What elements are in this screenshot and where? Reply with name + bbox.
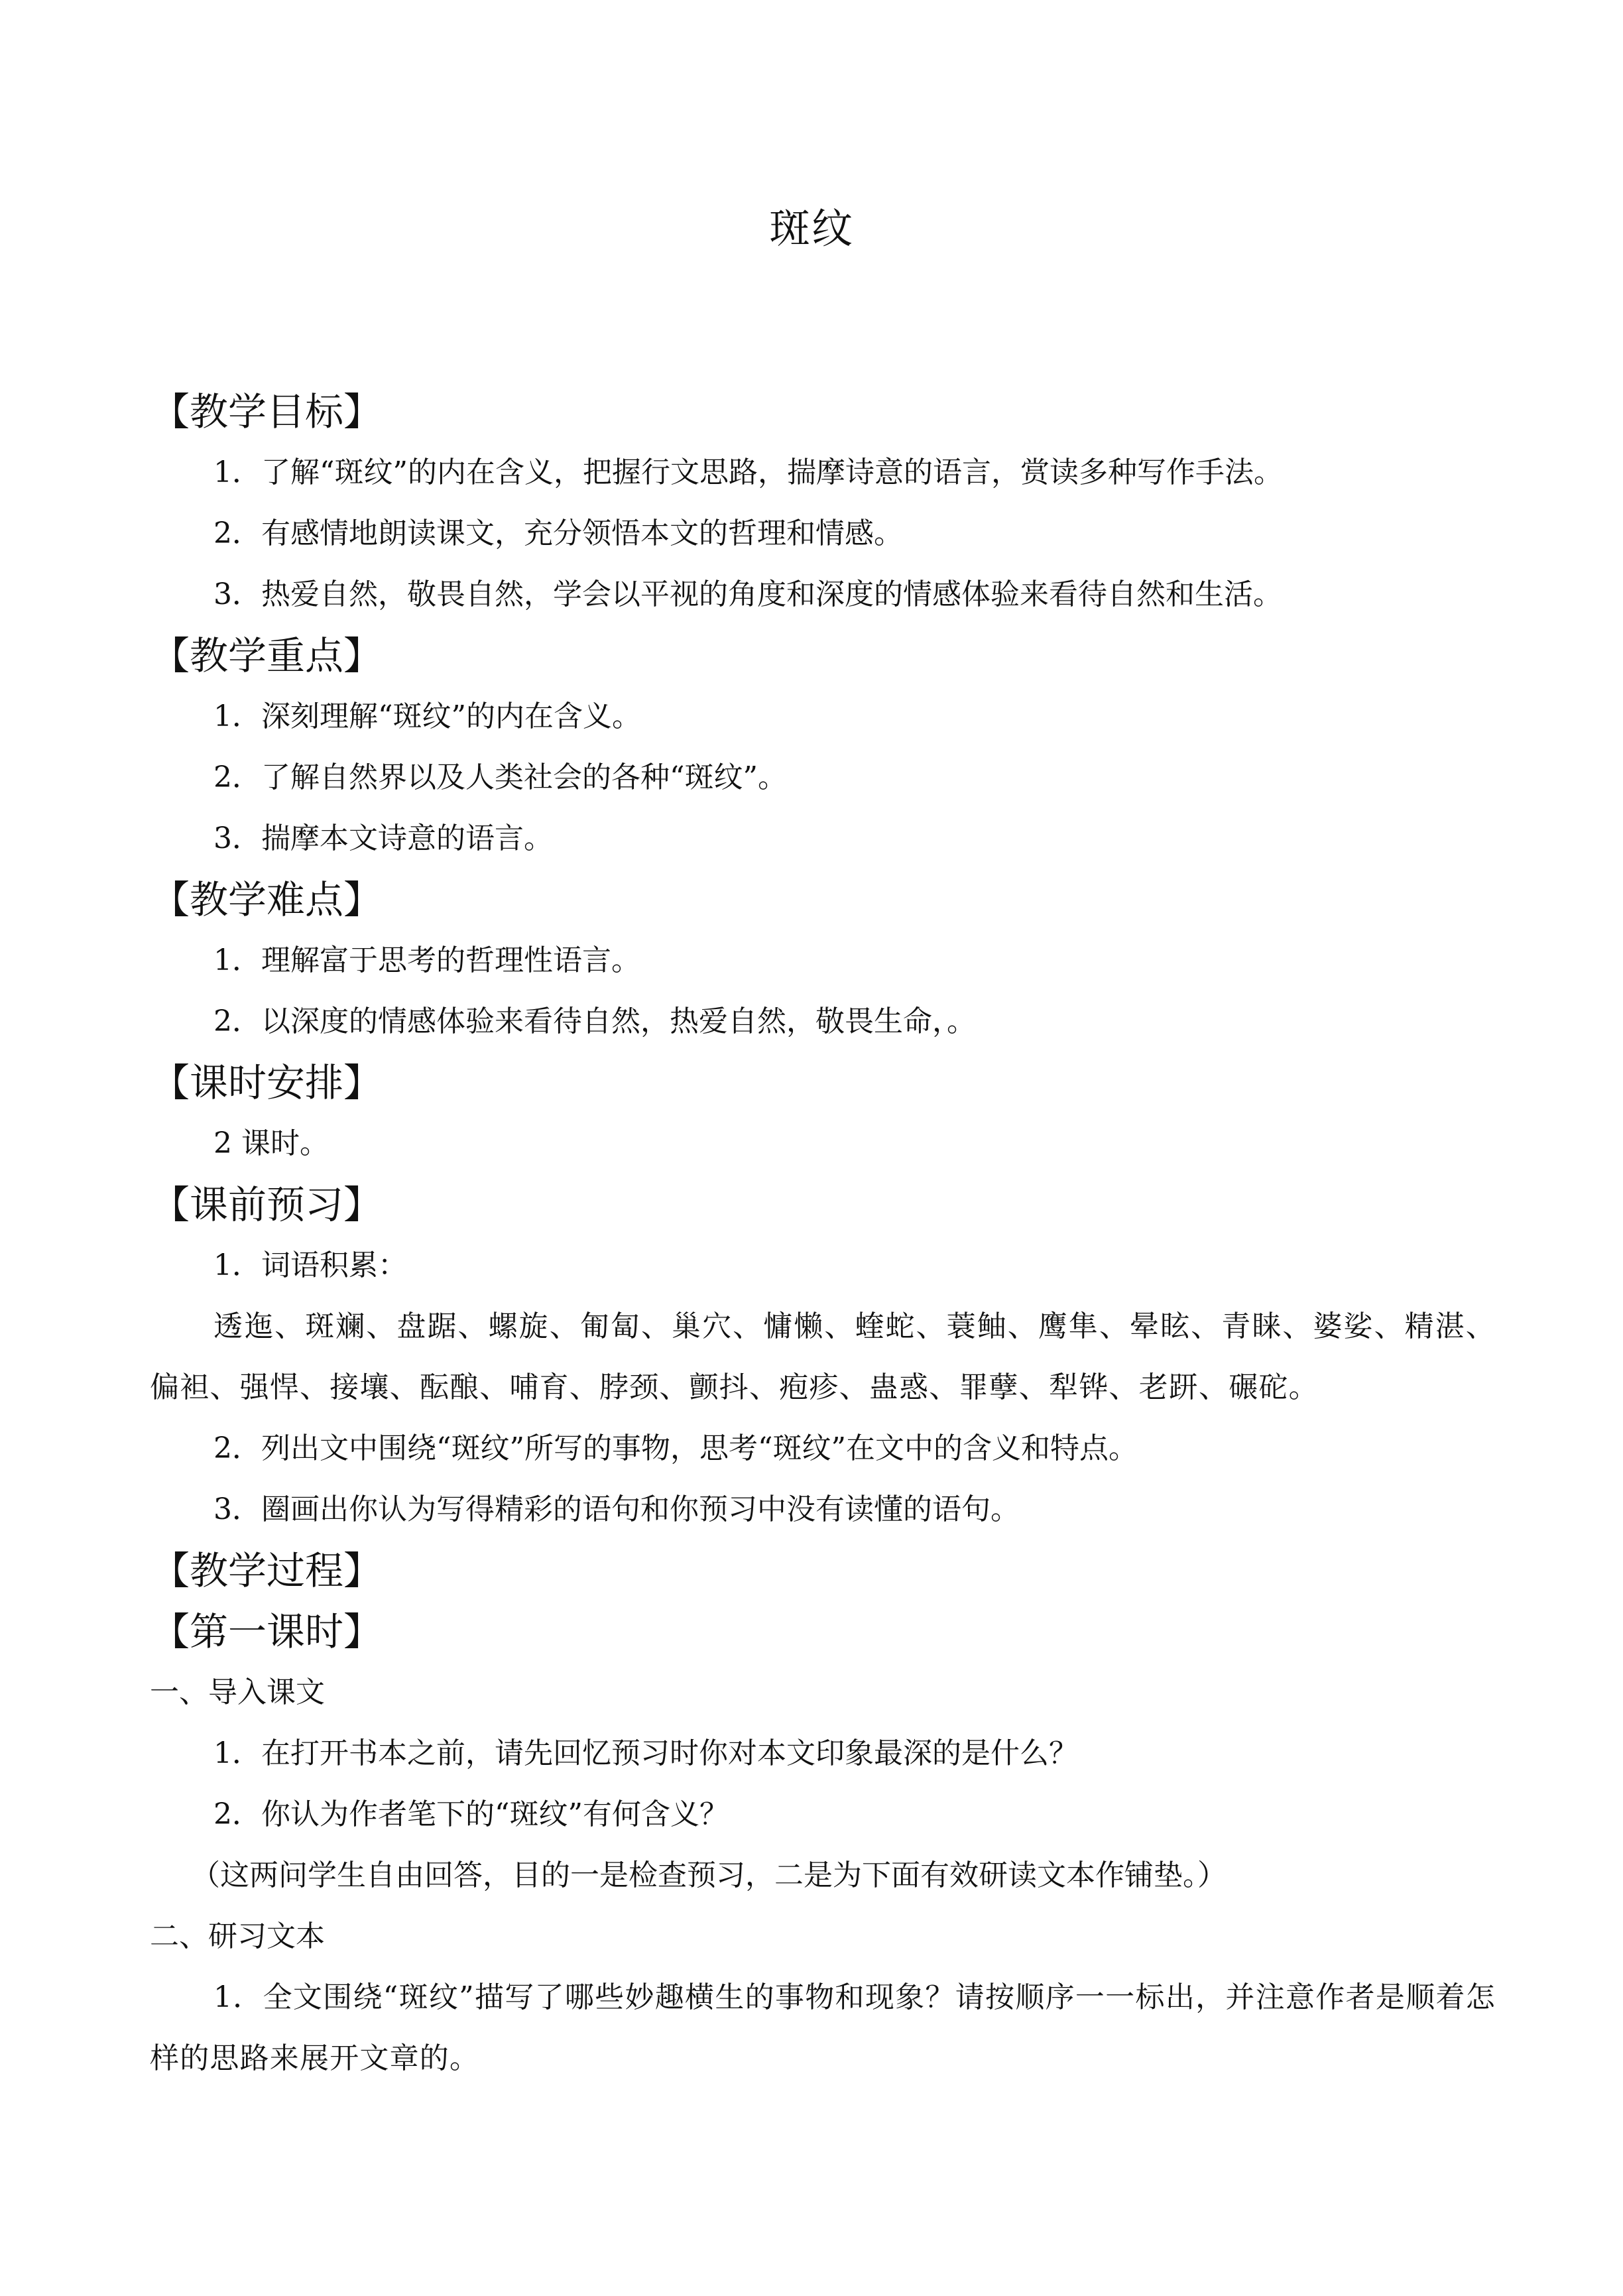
- objective-item-3: 3．热爱自然，敬畏自然，学会以平视的角度和深度的情感体验来看待自然和生活。: [213, 577, 1282, 611]
- difficulty-item-2: 2．以深度的情感体验来看待自然，热爱自然，敬畏生命，。: [213, 1004, 976, 1038]
- preview-item-1: 1．词语积累：: [213, 1248, 407, 1282]
- part-1-item-1: 1．在打开书本之前，请先回忆预习时你对本文印象最深的是什么？: [213, 1736, 1078, 1770]
- objective-item-2: 2．有感情地朗读课文，充分领悟本文的哲理和情感。: [213, 516, 903, 550]
- preview-vocab-list: 透迤、斑斓、盘踞、螺旋、匍匐、巢穴、慵懒、蝰蛇、蓑鲉、鹰隼、晕眩、青睐、婆娑、精湛、偏袒、强悍、接壤、酝酿、哺育、脖颈、颤抖、疱疹、蛊惑、罪孽、犁铧、老趼、碾砣。: [150, 1309, 1496, 1404]
- heading-objectives: 【教学目标】: [151, 389, 383, 434]
- heading-key-points: 【教学重点】: [151, 633, 383, 678]
- heading-preview: 【课前预习】: [151, 1182, 383, 1227]
- document-title: 斑纹: [768, 204, 854, 253]
- key-point-item-3: 3．揣摩本文诗意的语言。: [213, 821, 553, 855]
- objective-item-1: 1．了解“斑纹”的内在含义，把握行文思路，揣摩诗意的语言，赏读多种写作手法。: [213, 455, 1283, 489]
- part-1-note: （这两问学生自由回答，目的一是检查预习，二是为下面有效研读文本作铺垫。）: [191, 1858, 1227, 1892]
- key-point-item-1: 1．深刻理解“斑纹”的内在含义。: [213, 699, 641, 733]
- heading-schedule: 【课时安排】: [151, 1060, 383, 1105]
- preview-item-2: 2．列出文中围绕“斑纹”所写的事物，思考“斑纹”在文中的含义和特点。: [213, 1431, 1138, 1465]
- heading-lesson-1: 【第一课时】: [151, 1609, 383, 1654]
- difficulty-item-1: 1．理解富于思考的哲理性语言。: [213, 943, 640, 977]
- key-point-item-2: 2．了解自然界以及人类社会的各种“斑纹”。: [213, 760, 787, 794]
- schedule-text: 2 课时。: [213, 1126, 329, 1160]
- part-2-title: 二、研习文本: [150, 1919, 325, 1953]
- part-1-title: 一、导入课文: [150, 1675, 325, 1709]
- preview-item-3: 3．圈画出你认为写得精彩的语句和你预习中没有读懂的语句。: [213, 1492, 1020, 1526]
- heading-difficulties: 【教学难点】: [151, 877, 383, 922]
- document-body: [150, 381, 1496, 2089]
- part-1-item-2: 2．你认为作者笔下的“斑纹”有何含义？: [213, 1797, 729, 1831]
- heading-process: 【教学过程】: [151, 1548, 383, 1593]
- part-2-item-1: 1．全文围绕“斑纹”描写了哪些妙趣横生的事物和现象？请按顺序一一标出，并注意作者是顺着怎样的思路来展开文章的。: [150, 1980, 1496, 2075]
